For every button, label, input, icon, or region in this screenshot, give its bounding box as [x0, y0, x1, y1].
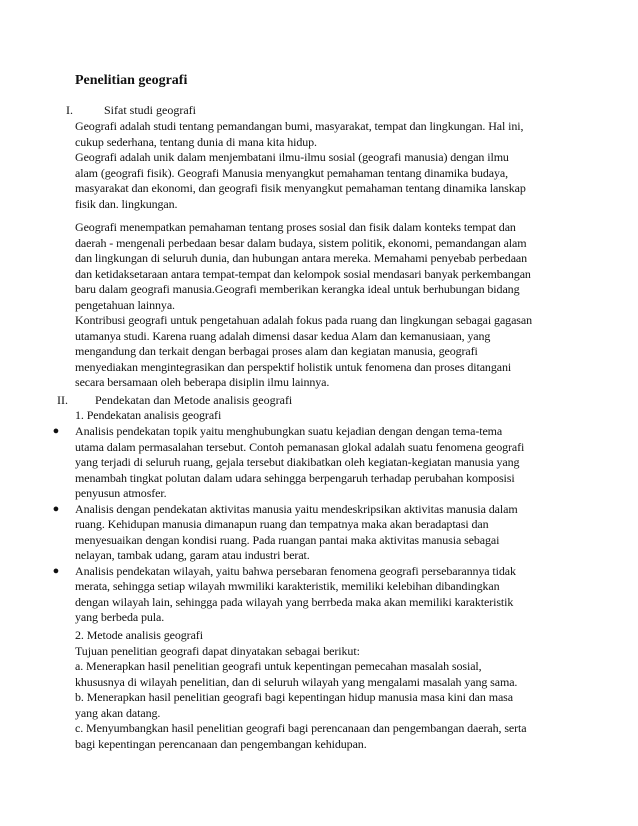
text-line: ruang. Kehidupan manusia dimanapun ruang dan tempatnya maka akan beradaptasi dan — [75, 517, 489, 531]
text-line: b. Menerapkan hasil penelitian geografi bagi kepentingan hidup manusia masa kini dan masa — [75, 690, 513, 704]
text-line: Analisis pendekatan topik yaitu menghubungkan suatu kejadian dengan dengan tema-tema — [75, 424, 503, 438]
section-title: Pendekatan dan Metode analisis geografi — [95, 393, 293, 407]
text-line: yang terjadi di seluruh ruang, gejala tersebut diakibatkan oleh kegiatan-kegiatan manusia yang — [75, 455, 520, 469]
paragraph — [75, 220, 570, 391]
text-line: Kontribusi geografi untuk pengetahuan adalah fokus pada ruang dan lingkungan sebagai gagasan — [75, 313, 532, 327]
text-line: dengan wilayah lain, sehingga pada wilayah yang berrbeda maka akan memiliki karakteristik — [75, 594, 514, 609]
text-line: nelayan, tambak udang, garam atau industri berat. — [75, 548, 310, 562]
text-line: pengetahuan lainnya. — [75, 297, 175, 312]
text-line: bagi kepentingan perencanaan dan pengembangan kehidupan. — [75, 736, 367, 751]
methods-block — [75, 628, 570, 752]
bullet-icon: ● — [52, 564, 60, 577]
text-line: alam (geografi fisik). Geografi Manusia menyangkut pemahaman tentang dinamika budaya, — [75, 165, 509, 180]
text-line: yang berbeda pula. — [75, 610, 165, 624]
section-heading — [57, 393, 292, 408]
text-line: Analisis pendekatan wilayah, yaitu bahwa persebaran fenomena geografi persebarannya tidak — [75, 563, 516, 578]
text-line: fisik dan. lingkungan. — [75, 196, 178, 211]
page-title: Penelitian geografi — [75, 73, 188, 88]
section-title: Sifat studi geografi — [104, 103, 196, 117]
text-line: menambah tingkat polutan dalam udara sehingga berpengaruh terhadap perubahan komposisi — [75, 470, 515, 485]
text-line: yang akan datang. — [75, 705, 161, 720]
text-line: utamanya studi. Karena ruang adalah dimensi dasar kedua Alam dan kemanusiaan, yang — [75, 328, 491, 343]
list-item — [50, 424, 570, 502]
text-line: baru dalam geografi manusia.Geografi memberikan kerangka ideal untuk berhubungan bidang — [75, 282, 520, 296]
text-line: Geografi adalah studi tentang pemandangan bumi, masyarakat, tempat dan lingkungan. Hal ini, — [75, 119, 524, 133]
subheading — [75, 408, 570, 424]
text-line: a. Menerapkan hasil penelitian geografi untuk kepentingan pemecahan masalah sosial, — [75, 659, 482, 673]
text-line: dan lingkungan di seluruh dunia, dan hubungan antara mereka. Memahami penyebab perbedaan — [75, 251, 528, 265]
list-item — [50, 564, 570, 626]
section-heading — [66, 103, 196, 118]
text-line: cukup sederhana, tentang dunia di mana kita hidup. — [75, 134, 317, 149]
subheading-text: 2. Metode analisis geografi — [75, 628, 203, 642]
bullet-icon: ● — [52, 502, 60, 515]
text-line: khususnya di wilayah penelitian, dan di seluruh wilayah yang mengalami masalah yang sama. — [75, 674, 518, 689]
text-line: c. Menyumbangkan hasil penelitian geografi bagi perencanaan dan pengembangan daerah, serta — [75, 721, 527, 735]
section-number: II. — [57, 393, 68, 407]
list-item — [50, 502, 570, 564]
text-line: secara bersamaan oleh beberapa disiplin ilmu lainnya. — [75, 375, 330, 389]
bullet-icon: ● — [52, 425, 60, 437]
text-line: utama dalam permasalahan tersebut. Contoh pemanasan glokal adalah suatu fenomena geografi — [75, 439, 525, 454]
text-line: dan ketidaksetaraan antara tempat-tempat dan kelompok sosial mendasari banyak perkembangan — [75, 266, 531, 281]
text-line: penyusun atmosfer. — [75, 486, 167, 500]
text-line: daerah - mengenali perbedaan besar dalam budaya, sistem politik, ekonomi, pemandangan alam — [75, 235, 527, 250]
text-line: Analisis dengan pendekatan aktivitas manusia yaitu mendeskripsikan aktivitas manusia dalam — [75, 501, 518, 516]
text-line: menyesuaikan dengan kondisi ruang. Pada ruangan pantai maka aktivitas manusia sebagai — [75, 532, 500, 547]
paragraph — [75, 119, 570, 212]
text-line: Geografi menempatkan pemahaman tentang proses sosial dan fisik dalam konteks tempat dan — [75, 220, 516, 234]
text-line: menyediakan mengintegrasikan dan perspektif holistik untuk fenomena dan proses ditangani — [75, 359, 512, 374]
section-number: I. — [66, 103, 73, 117]
text-line: Tujuan penelitian geografi dapat dinyatakan sebagai berikut: — [75, 643, 360, 658]
text-line: merata, sehingga setiap wilayah mwmiliki karakteristik, memiliki kelebihan dibandingkan — [75, 579, 500, 593]
text-line: mengandung dan terkait dengan berbagai proses alam dan kegiatan manusia, geografi — [75, 344, 478, 358]
bullet-list — [50, 424, 570, 626]
subheading-text: 1. Pendekatan analisis geografi — [75, 408, 222, 422]
text-line: Geografi adalah unik dalam menjembatani ilmu-ilmu sosial (geografi manusia) dengan ilmu — [75, 150, 509, 164]
text-line: masyarakat dan ekonomi, dan geografi fisik menyangkut pemahaman tentang dinamika lanskap — [75, 181, 526, 195]
